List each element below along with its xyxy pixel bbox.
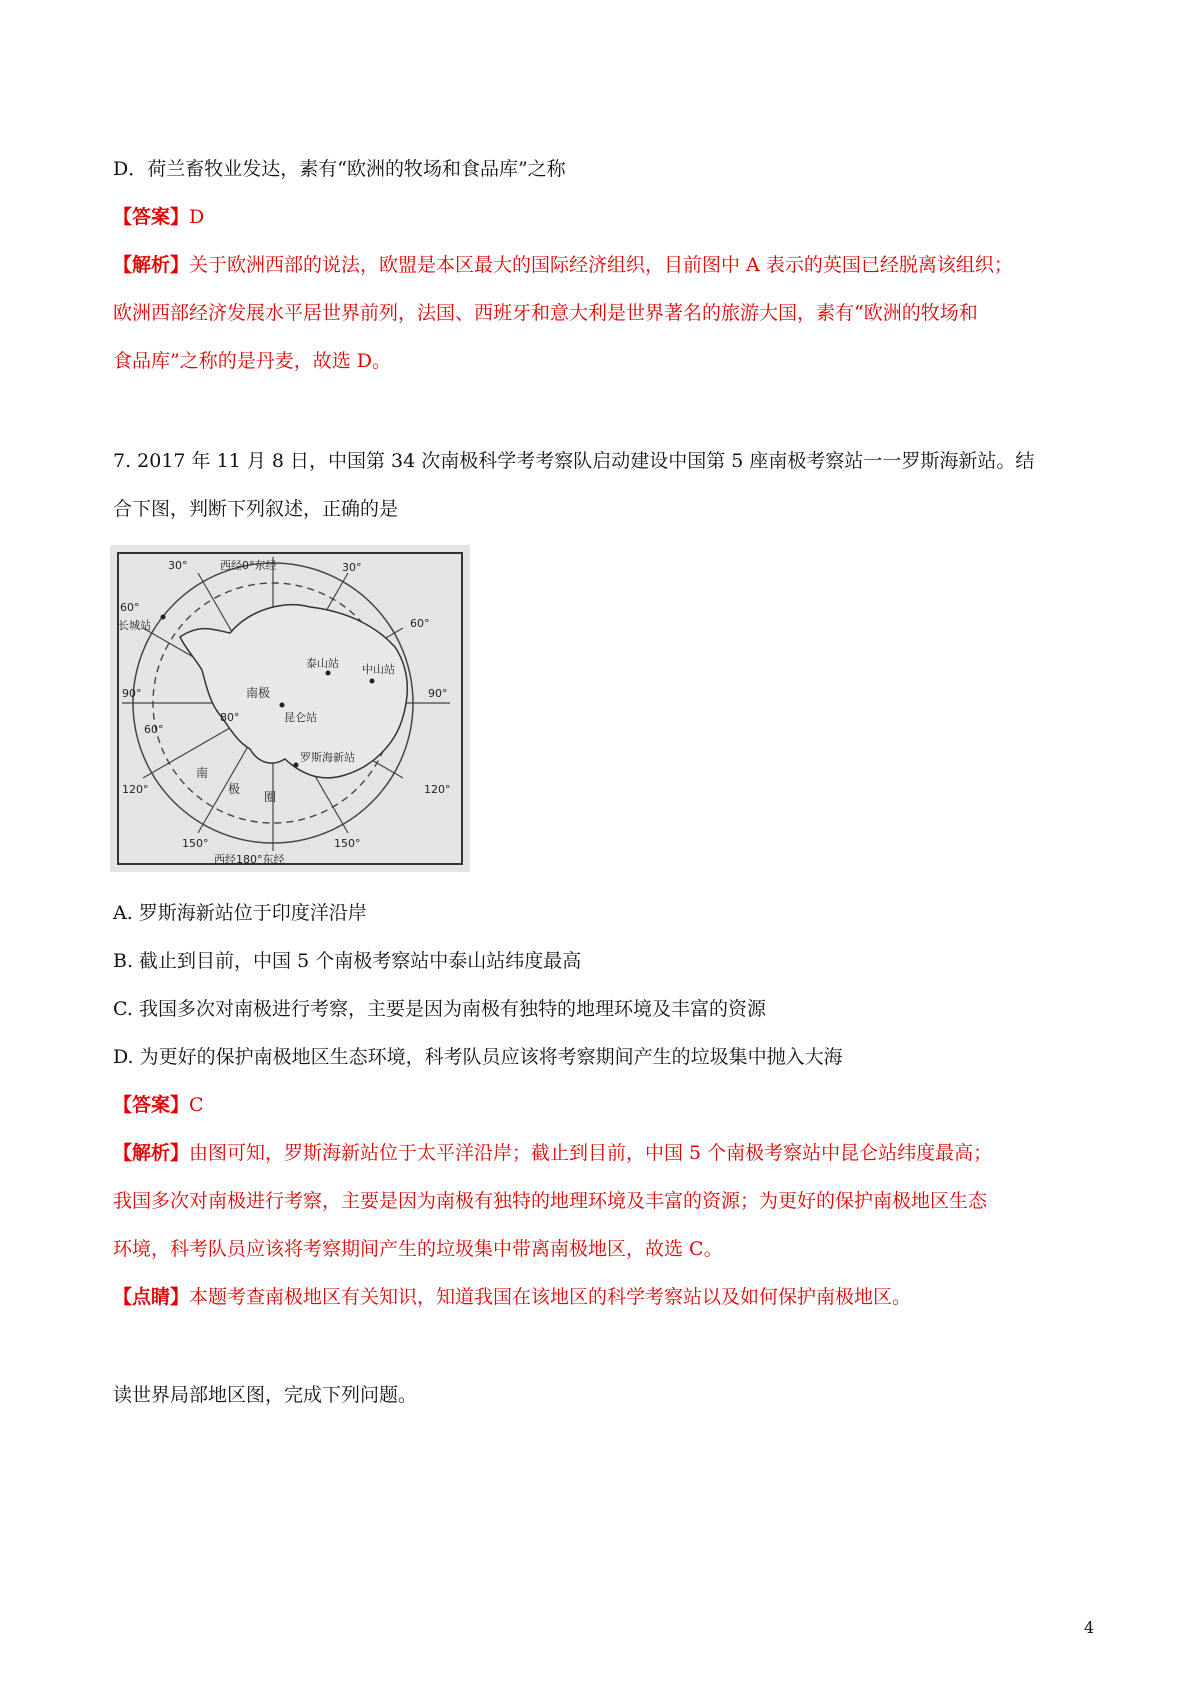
rossnew-station-dot	[294, 763, 299, 768]
analysis-text: 由图可知，罗斯海新站位于太平洋沿岸；截止到目前，中国 5 个南极考察站中昆仑站纬度最高；	[189, 1142, 993, 1164]
w150-label: 150°	[182, 837, 209, 850]
taishan-station-dot	[326, 671, 331, 676]
w30-label: 30°	[168, 559, 188, 572]
kunlun-label: 昆仑站	[284, 711, 317, 724]
analysis-tag: 【解析】	[113, 254, 190, 276]
q7-option-c: C. 我国多次对南极进行考察，主要是因为南极有独特的地理环境及丰富的资源	[113, 998, 766, 1020]
changcheng-label: 长城站	[118, 619, 151, 632]
w90-label: 90°	[122, 687, 142, 700]
changcheng-station-dot	[161, 615, 166, 620]
q7-analysis-line3: 环境，科考队员应该将考察期间产生的垃圾集中带离南极地区，故选 C。	[113, 1238, 723, 1260]
w120-label: 120°	[122, 783, 149, 796]
q6-analysis-line1	[113, 252, 1013, 278]
q7-comment	[113, 1284, 911, 1310]
antarctic-circle-char-2: 极	[228, 782, 241, 796]
q6-analysis-line3: 食品库”之称的是丹麦，故选 D。	[113, 350, 391, 372]
antarctica-map-svg	[110, 545, 470, 872]
comment-tag: 【点睛】	[113, 1286, 190, 1308]
e90-label: 90°	[428, 687, 448, 700]
lat80-label: 80°	[220, 711, 240, 724]
e60-label: 60°	[410, 617, 430, 630]
lat60-label: 60°	[144, 723, 164, 736]
analysis-tag: 【解析】	[113, 1142, 190, 1164]
south-pole-label: 南极	[246, 686, 271, 700]
antarctica-map	[110, 545, 470, 872]
e150-label: 150°	[334, 837, 361, 850]
comment-text: 本题考查南极地区有关知识，知道我国在该地区的科学考察站以及如何保护南极地区。	[189, 1286, 912, 1308]
antarctic-circle-char-1: 南	[196, 766, 209, 780]
answer-tag: 【答案】	[113, 206, 190, 228]
analysis-text: 关于欧洲西部的说法，欧盟是本区最大的国际经济组织，目前图中 A 表示的英国已经脱离该组织；	[189, 254, 1013, 276]
zhongshan-label: 中山站	[362, 663, 395, 676]
antarctica-outline	[180, 605, 407, 778]
q7-stem-line2: 合下图，判断下列叙述，正确的是	[113, 498, 399, 520]
zhongshan-station-dot	[370, 679, 375, 684]
q6-answer	[113, 204, 204, 230]
next-question-intro: 读世界局部地区图，完成下列问题。	[113, 1384, 418, 1406]
rossnew-label: 罗斯海新站	[300, 751, 355, 764]
lon0-label: 西经0°东经	[220, 559, 277, 572]
w60-label: 60°	[120, 601, 140, 614]
e120-label: 120°	[424, 783, 451, 796]
q7-option-a: A. 罗斯海新站位于印度洋沿岸	[113, 902, 367, 924]
lon180-label: 西经180°东经	[214, 853, 285, 866]
q6-option-d: D．荷兰畜牧业发达，素有“欧洲的牧场和食品库”之称	[113, 158, 566, 180]
kunlun-station-dot	[280, 703, 285, 708]
answer-value: C	[189, 1094, 204, 1116]
page-number: 4	[1084, 1618, 1095, 1637]
q7-analysis-line2: 我国多次对南极进行考察，主要是因为南极有独特的地理环境及丰富的资源；为更好的保护南极地区生态	[113, 1190, 988, 1212]
answer-value: D	[189, 206, 205, 228]
q7-option-d: D. 为更好的保护南极地区生态环境，科考队员应该将考察期间产生的垃圾集中抛入大海	[113, 1046, 843, 1068]
taishan-label: 泰山站	[306, 657, 339, 670]
q7-analysis-line1	[113, 1140, 992, 1166]
antarctic-circle-char-3: 圈	[264, 790, 277, 804]
q7-stem-line1: 7. 2017 年 11 月 8 日，中国第 34 次南极科学考考察队启动建设中国第 5 座南极考察站一一罗斯海新站。结	[113, 450, 1035, 472]
q6-analysis-line2: 欧洲西部经济发展水平居世界前列，法国、西班牙和意大利是世界著名的旅游大国，素有“欧洲的牧场和	[113, 302, 978, 324]
q7-option-b: B. 截止到目前，中国 5 个南极考察站中泰山站纬度最高	[113, 950, 582, 972]
answer-tag: 【答案】	[113, 1094, 190, 1116]
q7-answer	[113, 1092, 204, 1118]
e30-label: 30°	[342, 561, 362, 574]
